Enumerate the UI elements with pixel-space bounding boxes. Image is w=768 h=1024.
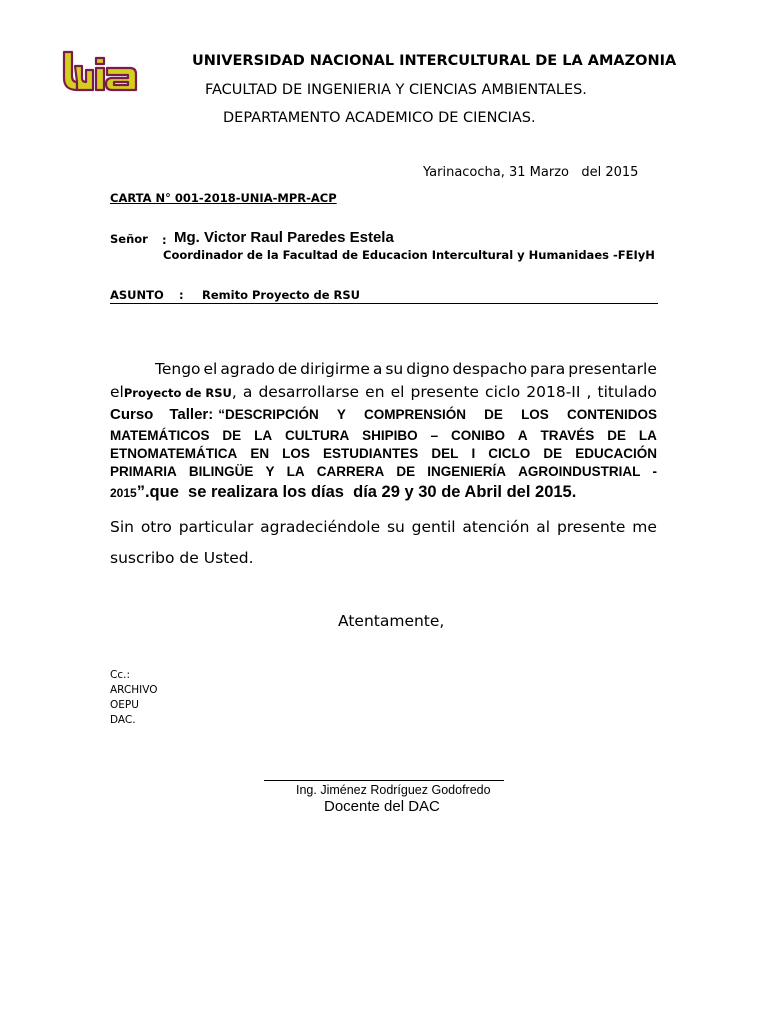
cc-item: DAC. (110, 714, 136, 726)
body-word: CARRERA (316, 464, 385, 479)
body-word: agradeciéndole (260, 518, 381, 536)
recipient-name: Mg. Victor Raul Paredes Estela (174, 229, 394, 246)
body-word: ciclo (485, 383, 521, 401)
body-word: LA (254, 428, 273, 443)
project-name: Proyecto de RSU (123, 386, 232, 400)
body-word: despacho (452, 360, 528, 378)
signature-line (264, 780, 504, 781)
department-name: DEPARTAMENTO ACADEMICO DE CIENCIAS. (223, 110, 536, 126)
recipient-label: Señor (110, 232, 148, 246)
body-el: el (110, 383, 124, 401)
body-word: al (536, 518, 551, 536)
cc-label: Cc.: (110, 669, 130, 681)
body-word: su (386, 518, 405, 536)
curso-label: Curso (110, 406, 154, 423)
body-word: ETNOMATEMÁTICA (110, 446, 238, 461)
body-word: para (530, 360, 566, 378)
body-word: en (365, 383, 385, 401)
body-word: , (231, 383, 237, 401)
body-word: Y (265, 464, 275, 479)
university-name: UNIVERSIDAD NACIONAL INTERCULTURAL DE LA AMAZONIA (192, 53, 677, 69)
body-word: Sin (110, 518, 134, 536)
subject-underline (110, 287, 658, 304)
unia-logo (60, 46, 140, 96)
body-word: su (385, 360, 404, 378)
body-line-8 (110, 518, 657, 536)
faculty-name: FACULTAD DE INGENIERIA Y CIENCIAS AMBIENTALES. (205, 82, 587, 98)
body-word: DE (607, 428, 626, 443)
body-word: TRAVÉS (540, 428, 595, 443)
body-word: CICLO (488, 446, 531, 461)
closing: Atentamente, (338, 612, 445, 630)
body-word: dirigirme (300, 360, 370, 378)
body-word: SHIPIBO (362, 428, 418, 443)
body-word: – (430, 428, 439, 443)
subject-colon: : (179, 288, 184, 302)
body-word: agrado (220, 360, 275, 378)
body-word: atención (462, 518, 530, 536)
recipient-role: Coordinador de la Facultad de Educacion Intercultural y Humanidaes -FEIyH (163, 248, 655, 262)
body-word: DE (543, 446, 563, 461)
body-word: otro (140, 518, 172, 536)
subject-label: ASUNTO (110, 288, 164, 302)
cc-item: ARCHIVO (110, 684, 158, 696)
body-word: DE (396, 464, 416, 479)
body-word: el (390, 383, 405, 401)
body-word: desarrollarse (258, 383, 360, 401)
body-line-1 (110, 360, 657, 378)
body-word: Y (336, 407, 346, 422)
body-word: LA (286, 464, 305, 479)
subject-value: Remito Proyecto de RSU (202, 288, 361, 302)
recipient-colon: : (162, 233, 167, 247)
body-word: EDUCACIÓN (575, 446, 657, 461)
body-word: CULTURA (284, 428, 350, 443)
year-text: 2015 (110, 486, 137, 500)
body-word: LOS (282, 446, 310, 461)
body-word: gentil (411, 518, 456, 536)
body-word: presente (410, 383, 479, 401)
body-word: presente (556, 518, 626, 536)
body-word: LOS (521, 407, 549, 422)
dates-text: ”.que se realizara los días día 29 y 30 de Abril del 2015. (136, 483, 577, 501)
body-word: particular (178, 518, 254, 536)
body-word: , (586, 383, 592, 401)
body-line-4 (110, 428, 657, 443)
body-word: DEL (431, 446, 459, 461)
body-word: presentarle (568, 360, 657, 378)
signature-role: Docente del DAC (324, 798, 440, 815)
body-word: ESTUDIANTES (323, 446, 419, 461)
body-word: 2018-II (526, 383, 581, 401)
body-word: AGROINDUSTRIAL (518, 464, 641, 479)
body-word: me (632, 518, 657, 536)
body-word: I (471, 446, 476, 461)
body-line-2 (110, 383, 657, 401)
body-word: CONTENIDOS (566, 407, 657, 422)
body-word: a (372, 360, 383, 378)
cc-item: OEPU (110, 699, 139, 711)
body-line-6 (110, 464, 657, 479)
body-word: - (652, 464, 657, 479)
body-word: CONIBO (450, 428, 505, 443)
body-word: digno (406, 360, 450, 378)
body-line-9: suscribo de Usted. (110, 549, 254, 567)
body-word: PRIMARIA (110, 464, 177, 479)
body-word: el (203, 360, 218, 378)
body-word: “DESCRIPCIÓN (218, 407, 319, 422)
body-word: BILINGÜE (188, 464, 254, 479)
body-word: MATEMÁTICOS (110, 428, 210, 443)
body-word: INGENIERÍA (427, 464, 506, 479)
body-line-5 (110, 446, 657, 461)
signature-name: Ing. Jiménez Rodríguez Godofredo (296, 783, 491, 797)
body-word: de (277, 360, 298, 378)
letter-number: CARTA N° 001-2018-UNIA-MPR-ACP (110, 191, 337, 205)
body-word: LA (638, 428, 657, 443)
body-word: a (242, 383, 253, 401)
body-word: A (517, 428, 528, 443)
body-word: COMPRENSIÓN (364, 407, 467, 422)
taller-label: Taller: (169, 406, 214, 423)
body-line-7 (110, 482, 657, 502)
body-word: Tengo (155, 360, 201, 378)
body-line-3 (110, 406, 657, 423)
body-word: DE (484, 407, 503, 422)
body-word: EN (250, 446, 270, 461)
body-word: titulado (597, 383, 657, 401)
letter-date: Yarinacocha, 31 Marzo del 2015 (423, 165, 639, 180)
body-word: DE (222, 428, 242, 443)
